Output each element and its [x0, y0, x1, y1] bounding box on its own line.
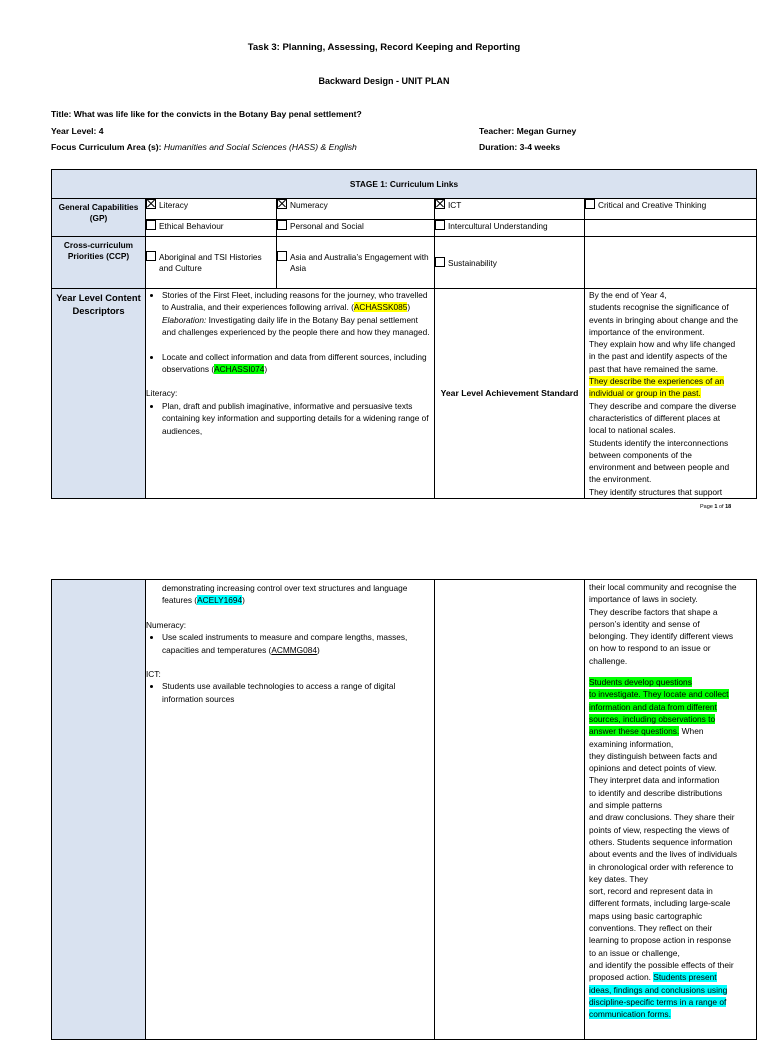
checked-box-icon	[277, 199, 287, 209]
content-descriptors-label: Year Level Content Descriptors	[52, 289, 146, 499]
checked-box-icon	[435, 199, 445, 209]
standard-line: key dates. They	[589, 873, 648, 884]
empty-box-icon	[585, 199, 595, 209]
standard-line-highlight: communication forms.	[589, 1009, 671, 1020]
standard-line: importance of laws in society.	[589, 594, 698, 605]
standard-line: person’s identity and sense of	[589, 618, 700, 629]
standard-line: They interpret data and information	[589, 775, 720, 786]
ict-bullet: • Students use available technologies to access a range of digital information sources	[162, 680, 434, 705]
standard-line: sort, record and represent data in	[589, 886, 713, 897]
empty-box-icon	[277, 251, 287, 261]
achievement-standard-continued	[585, 580, 757, 1040]
standard-line: They identify structures that support	[589, 486, 723, 497]
standard-line-highlight: proposed action. Students present	[589, 972, 717, 983]
ccp-empty-cell	[585, 237, 757, 289]
standard-line: in the past and identify aspects of the	[589, 351, 728, 362]
empty-box-icon	[146, 220, 156, 230]
standard-line: and identify the possible effects of their	[589, 959, 734, 970]
literacy-heading: Literacy:	[146, 388, 178, 399]
ccp-sustainability[interactable]: Sustainability	[435, 237, 585, 289]
standard-line: opinions and detect points of view.	[589, 763, 717, 774]
empty-box-icon	[146, 251, 156, 261]
gp-label: General Capabilities (GP)	[52, 199, 146, 237]
meta-teacher-label: Teacher:	[479, 126, 515, 136]
standard-line-highlight: answer these questions. When	[589, 726, 704, 737]
achievement-label-continued	[435, 580, 585, 1040]
standard-line-highlight: They describe the experiences of an	[589, 376, 725, 387]
stage-heading: STAGE 1: Curriculum Links	[52, 170, 757, 199]
checked-box-icon	[146, 199, 156, 209]
ccp-label: Cross-curriculum Priorities (CCP)	[52, 237, 146, 289]
empty-box-icon	[435, 257, 445, 267]
gp-intercultural[interactable]: Intercultural Understanding	[435, 220, 585, 237]
standard-line: importance of the environment.	[589, 326, 705, 337]
standard-line: environment and between people and	[589, 462, 730, 473]
meta-title-value: What was life like for the convicts in the Botany Bay penal settlement?	[73, 109, 362, 119]
standard-line: about events and the lives of individuals	[589, 849, 738, 860]
gp-personal-social[interactable]: Personal and Social	[277, 220, 435, 237]
content-descriptors-continued	[146, 580, 435, 1040]
standard-line: characteristics of different places at	[589, 412, 721, 423]
curriculum-links-table	[51, 169, 757, 499]
empty-box-icon	[277, 220, 287, 230]
standard-line: maps using basic cartographic	[589, 910, 703, 921]
meta-year	[51, 126, 104, 136]
standard-line: learning to propose action in response	[589, 935, 732, 946]
gp-numeracy[interactable]: Numeracy	[277, 199, 435, 220]
standard-line: points of view, respecting the views of	[589, 824, 730, 835]
standard-line: events in bringing about change and the	[589, 314, 739, 325]
task-title: Task 3: Planning, Assessing, Record Keeping and Reporting	[247, 42, 521, 53]
standard-line: and simple patterns	[589, 800, 663, 811]
gp-ict[interactable]: ICT	[435, 199, 585, 220]
standard-line: others. Students sequence information	[589, 836, 733, 847]
standard-line: and draw conclusions. They share their	[589, 812, 735, 823]
standard-line-highlight: information and data from different	[589, 701, 717, 712]
standard-line: examining information,	[589, 738, 674, 749]
standard-line-highlight: individual or group in the past.	[589, 388, 701, 399]
standard-line-highlight: ideas, findings and conclusions using	[589, 984, 728, 995]
standard-line: challenge.	[589, 655, 628, 666]
standard-line: They explain how and why life changed	[589, 339, 736, 350]
standard-line: between components of the	[589, 449, 692, 460]
standard-line: the environment.	[589, 474, 652, 485]
achievement-standard-cell	[585, 289, 757, 499]
meta-duration-label: Duration:	[479, 142, 518, 152]
meta-year-label: Year Level:	[51, 126, 97, 136]
unit-plan-subtitle: Backward Design - UNIT PLAN	[318, 76, 450, 86]
meta-teacher-value: Megan Gurney	[516, 126, 577, 136]
standard-line: in chronological order with reference to	[589, 861, 734, 872]
curriculum-links-table-continued	[51, 579, 757, 1040]
literacy-bullet-continued: demonstrating increasing control over text structures and language features (ACELY1694)	[162, 583, 408, 606]
code-acely1694: ACELY1694	[197, 595, 243, 606]
meta-duration-value: 3-4 weeks	[519, 142, 561, 152]
standard-line-highlight: sources, including observations to	[589, 713, 716, 724]
content-bullet-locate: • Locate and collect information and data from different sources, including observations (ACHASSI074)	[162, 351, 434, 376]
standard-line: past that have remained the same.	[589, 363, 718, 374]
empty-box-icon	[435, 220, 445, 230]
page-number: Page 1 of 18	[700, 504, 732, 510]
content-bullet-first-fleet: • Stories of the First Fleet, including reasons for the journey, who travelled to Australia, and their experiences following arrival. (ACHASSK085) Elaboration: Investigating daily life in the Botany Bay penal settlement and challenges experienced by the people there and how they managed.	[162, 289, 434, 339]
standard-line: on how to respond to an issue or	[589, 643, 711, 654]
standard-line: belonging. They identify different views	[589, 631, 734, 642]
standard-line: to identify and describe distributions	[589, 787, 723, 798]
gp-literacy[interactable]: Literacy	[146, 199, 277, 220]
standard-line: different formats, including large-scale	[589, 898, 731, 909]
code-achassk085: ACHASSK085	[353, 302, 408, 313]
meta-focus-label: Focus Curriculum Area (s):	[51, 142, 162, 152]
standard-line: to an issue or challenge,	[589, 947, 680, 958]
gp-empty-cell	[585, 220, 757, 237]
meta-teacher	[479, 126, 576, 136]
standard-line: They describe and compare the diverse	[589, 400, 737, 411]
meta-focus-value: Humanities and Social Sciences (HASS) & English	[163, 142, 357, 152]
meta-title	[51, 109, 362, 119]
meta-focus	[51, 142, 357, 152]
code-acmmg084: ACMMG084	[271, 644, 317, 655]
ict-heading: ICT:	[146, 669, 161, 680]
standard-line-highlight: to investigate. They locate and collect	[589, 689, 729, 700]
literacy-bullet: • Plan, draft and publish imaginative, informative and persuasive texts containing key information and supporting details for a widening range of audiences,	[162, 400, 434, 437]
standard-line: Students identify the interconnections	[589, 437, 729, 448]
ccp-asia[interactable]: Asia and Australia’s Engagement with Asia	[277, 237, 435, 289]
standard-line-highlight: discipline-specific terms in a range of	[589, 996, 727, 1007]
standard-line: students recognise the significance of	[589, 302, 729, 313]
standard-line: By the end of Year 4,	[589, 290, 667, 300]
standard-line: conventions. They reflect on their	[589, 923, 713, 934]
standard-line: local to national scales.	[589, 425, 676, 436]
standard-line: they distinguish between facts and	[589, 750, 718, 761]
continued-label-cell	[52, 580, 146, 1040]
numeracy-bullet: • Use scaled instruments to measure and compare lengths, masses, capacities and temperatures (ACMMG084)	[162, 631, 434, 656]
achievement-standard-text-continued	[585, 581, 756, 1020]
ccp-aboriginal[interactable]: Aboriginal and TSI Histories and Culture	[146, 237, 277, 289]
achievement-standard-text	[585, 289, 756, 498]
meta-duration	[479, 142, 560, 152]
gp-critical-thinking[interactable]: Critical and Creative Thinking	[585, 199, 757, 220]
code-achassi074: ACHASSI074	[214, 364, 265, 375]
standard-line-highlight: Students develop questions	[589, 677, 692, 688]
gp-ethical[interactable]: Ethical Behaviour	[146, 220, 277, 237]
achievement-label: Year Level Achievement Standard	[435, 289, 585, 499]
standard-line: They describe factors that shape a	[589, 606, 718, 617]
content-descriptors-cell	[146, 289, 435, 499]
meta-title-label: Title:	[51, 109, 72, 119]
meta-year-value: 4	[98, 126, 104, 136]
numeracy-heading: Numeracy:	[146, 619, 187, 630]
standard-line: their local community and recognise the	[589, 582, 737, 592]
